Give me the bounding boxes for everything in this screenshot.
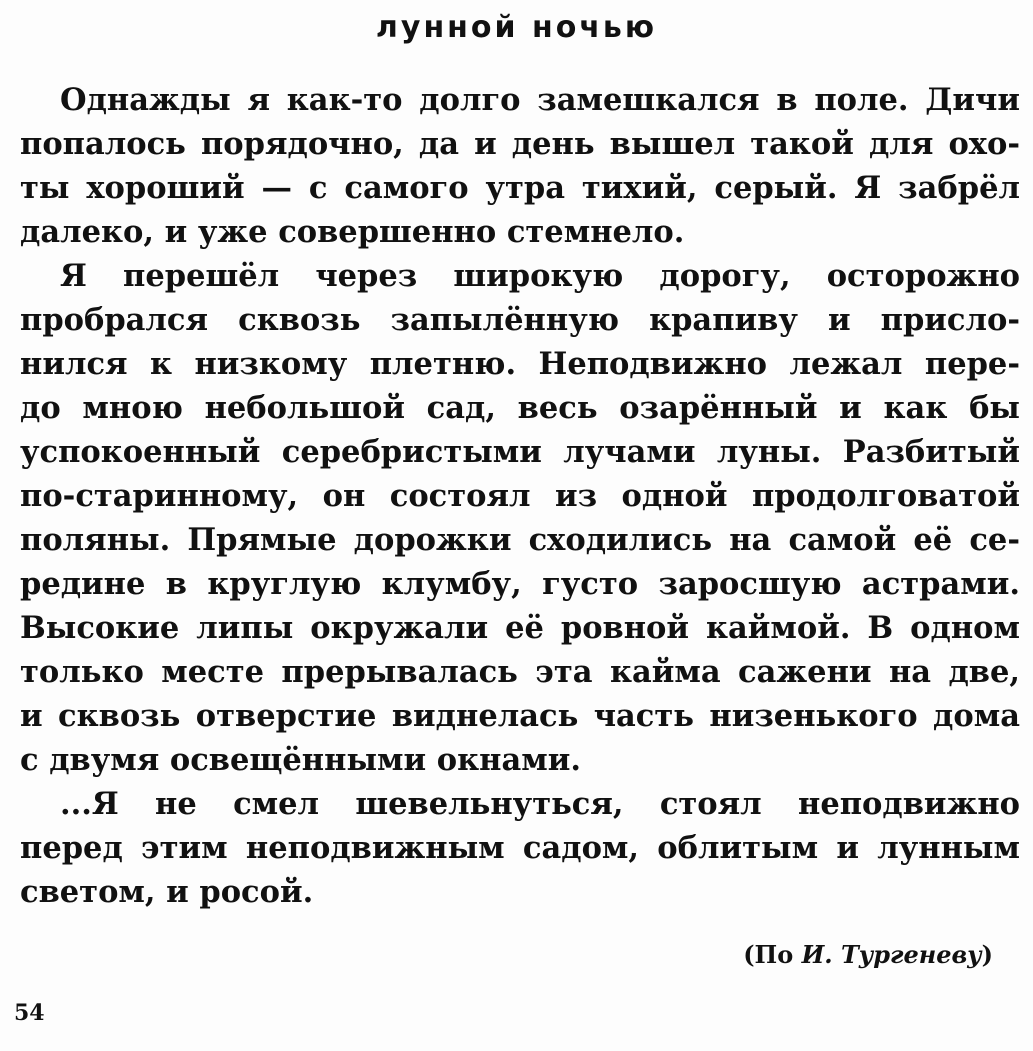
text-line: и сквозь отверстие виднелась часть низенького дома bbox=[20, 698, 1020, 734]
attribution-prefix: (По bbox=[743, 940, 802, 969]
text-line: ...Я не смел шевельнуться, стоял неподвижно bbox=[60, 786, 1020, 822]
page-number: 54 bbox=[14, 1000, 45, 1026]
page-title: лунной ночью bbox=[375, 10, 658, 45]
attribution-author: И. Тургеневу bbox=[801, 940, 982, 969]
text-line: ты хороший — с самого утра тихий, серый. Я забрёл bbox=[20, 170, 1020, 206]
text-line: Однажды я как-то долго замешкался в поле. Дичи bbox=[60, 82, 1020, 118]
text-line: успокоенный серебристыми лучами луны. Разбитый bbox=[20, 434, 1020, 470]
text-line: светом, и росой. bbox=[20, 874, 314, 910]
text-line: по-старинному, он состоял из одной продолговатой bbox=[20, 478, 1020, 514]
text-line: попалось порядочно, да и день вышел такой для охо- bbox=[20, 126, 1020, 162]
text-line: поляны. Прямые дорожки сходились на самой её се- bbox=[20, 522, 1020, 558]
text-line: до мною небольшой сад, весь озарённый и как бы bbox=[20, 390, 1020, 426]
text-line: с двумя освещёнными окнами. bbox=[20, 742, 581, 778]
text-line: Высокие липы окружали её ровной каймой. В одном bbox=[20, 610, 1020, 646]
text-line: Я перешёл через широкую дорогу, осторожно bbox=[60, 258, 1020, 294]
text-line: редине в круглую клумбу, густо заросшую астрами. bbox=[20, 566, 1020, 602]
attribution-suffix: ) bbox=[981, 940, 993, 969]
text-line: перед этим неподвижным садом, облитым и лунным bbox=[20, 830, 1020, 866]
text-body bbox=[20, 78, 1020, 914]
text-line: пробрался сквозь запылённую крапиву и присло- bbox=[20, 302, 1020, 338]
text-line: далеко, и уже совершенно стемнело. bbox=[20, 214, 685, 250]
source-attribution bbox=[743, 940, 993, 969]
text-line: только месте прерывалась эта кайма сажени на две, bbox=[20, 654, 1020, 690]
text-line: нился к низкому плетню. Неподвижно лежал пере- bbox=[20, 346, 1020, 382]
